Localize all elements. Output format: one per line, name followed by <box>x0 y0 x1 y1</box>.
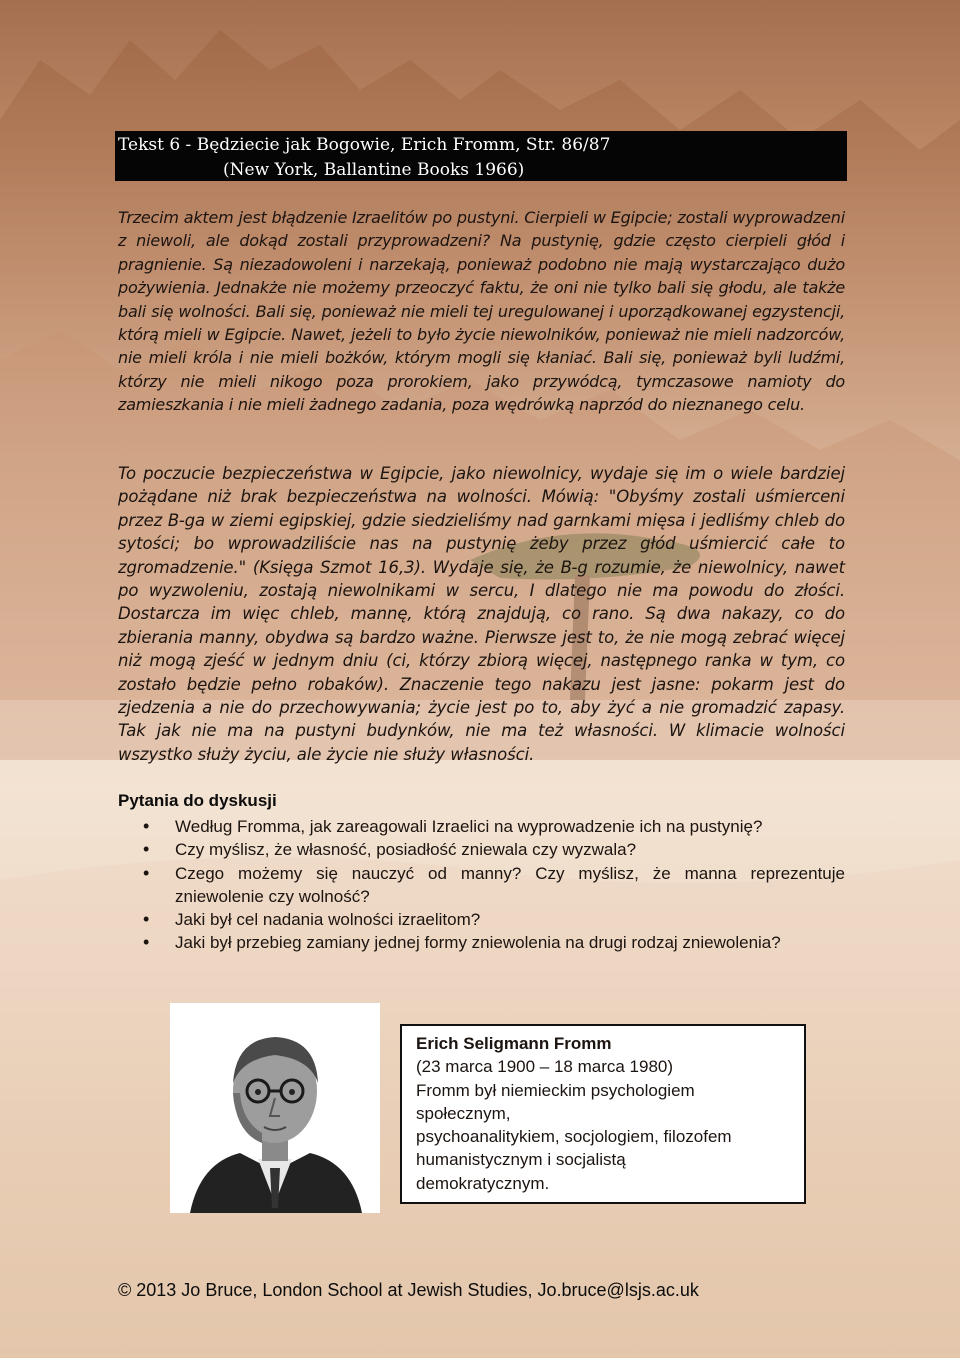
bullet-icon: • <box>143 909 150 930</box>
title-banner <box>115 131 847 181</box>
bio-box <box>400 1024 806 1204</box>
bio-line-1: Fromm był niemieckim psychologiem <box>416 1080 695 1100</box>
question-item <box>118 815 845 838</box>
question-text: Jaki był cel nadania wolności izraelitom? <box>175 910 481 930</box>
title-line-2: (New York, Ballantine Books 1966) <box>223 160 525 180</box>
bio-line-4: humanistycznym i socjalistą <box>416 1150 626 1170</box>
paragraph-1: Trzecim aktem jest błądzenie Izraelitów po pustyni. Cierpieli w Egipcie; zostali wyprowadzeni z niewoli, ale dokąd zostali przyprowadzeni? Na pustynię, gdzie często cierpieli głód i pragnienie. Są niezadowoleni i narzekają, ponieważ podobno nie mają wystarczająco dużo pożywienia. Jednakże nie możemy przeoczyć faktu, że oni nie tylko bali się głodu, ale także bali się wolności. Bali się, ponieważ nie mieli tej uregulowanej i uporządkowanej egzystencji, którą mieli w Egipcie. Nawet, jeżeli to było życie niewolników, ponieważ nie mieli nadzorców, nie mieli króla i nie mieli bożków, którym mogli się kłaniać. Bali się, ponieważ byli ludźmi, którzy nie mieli nikogo poza prorokiem, jako przywódcą, tymczasowe namioty do zamieszkania i nie mieli żadnego zadania, poza wędrówką naprzód do nieznanego celu. <box>118 208 845 415</box>
footer-copyright: © 2013 Jo Bruce, London School at Jewish Studies, Jo.bruce@lsjs.ac.uk <box>118 1280 699 1300</box>
bio-name: Erich Seligmann Fromm <box>416 1034 612 1053</box>
fromm-portrait <box>170 1003 380 1213</box>
paragraph-2: To poczucie bezpieczeństwa w Egipcie, jako niewolnicy, wydaje się im o wiele bardziej pożądane niż brak bezpieczeństwa na wolności. Mówią: "Obyśmy zostali uśmierceni przez B-ga w ziemi egipskiej, gdzie siedzieliśmy nad garnkami mięsa i jedliśmy chleb do sytości; bo wprowadziliście nas na pustynię żeby przez głód uśmiercić całe to zgromadzenie." (Księga Szmot 16,3). Wydaje się, że B-g rozumie, że niewolnicy, nawet po wyzwoleniu, zostają niewolnikami w sercu, I dlatego nie ma powodu do złości. Dostarcza im więc chleb, mannę, którą znajdują, co rano. Są dwa nakazy, co do zbierania manny, obydwa są bardzo ważne. Pierwsze jest to, że nie mogą zebrać więcej niż mogą zjeść w jednym dniu (ci, którzy zbiorą więcej, następnego ranka w tym, co zostało będzie pełno robaków). Znaczenie tego nakazu jest jasne: pokarm jest do zjedzenia a nie do przechowywania; życie jest po to, aby żyć a nie gromadzić zapasy. Tak jak nie ma na pustyni budynków, nie ma też własności. W klimacie wolności wszystko służy życiu, ale życie nie służy własności. <box>118 464 845 764</box>
bullet-icon: • <box>143 816 150 836</box>
bio-line-5: demokratycznym. <box>416 1173 550 1193</box>
bullet-icon: • <box>143 839 150 860</box>
portrait-photo-icon <box>170 1003 380 1213</box>
question-text: Czego możemy się nauczyć od manny? Czy myślisz, że manna reprezentuje zniewolenie czy wolność? <box>175 863 845 906</box>
questions-heading: Pytania do dyskusji <box>118 791 277 810</box>
bio-line-3: psychoanalitykiem, socjologiem, filozofem <box>416 1127 732 1147</box>
title-line-1: Tekst 6 - Będziecie jak Bogowie, Erich Fromm, Str. 86/87 <box>118 135 611 155</box>
question-item <box>118 931 845 954</box>
questions-list <box>118 815 845 955</box>
question-text: Jaki był przebieg zamiany jednej formy zniewolenia na drugi rodzaj zniewolenia? <box>175 933 781 953</box>
question-item <box>118 862 845 909</box>
bio-line-2: społecznym, <box>416 1103 511 1123</box>
question-item <box>118 838 845 861</box>
bio-dates: (23 marca 1900 – 18 marca 1980) <box>416 1057 674 1077</box>
question-item <box>118 908 845 931</box>
bullet-icon: • <box>143 862 150 883</box>
question-text: Według Fromma, jak zareagowali Izraelici na wyprowadzenie ich na pustynię? <box>175 817 763 836</box>
question-text: Czy myślisz, że własność, posiadłość zniewala czy wyzwala? <box>175 840 637 860</box>
bullet-icon: • <box>143 932 150 953</box>
